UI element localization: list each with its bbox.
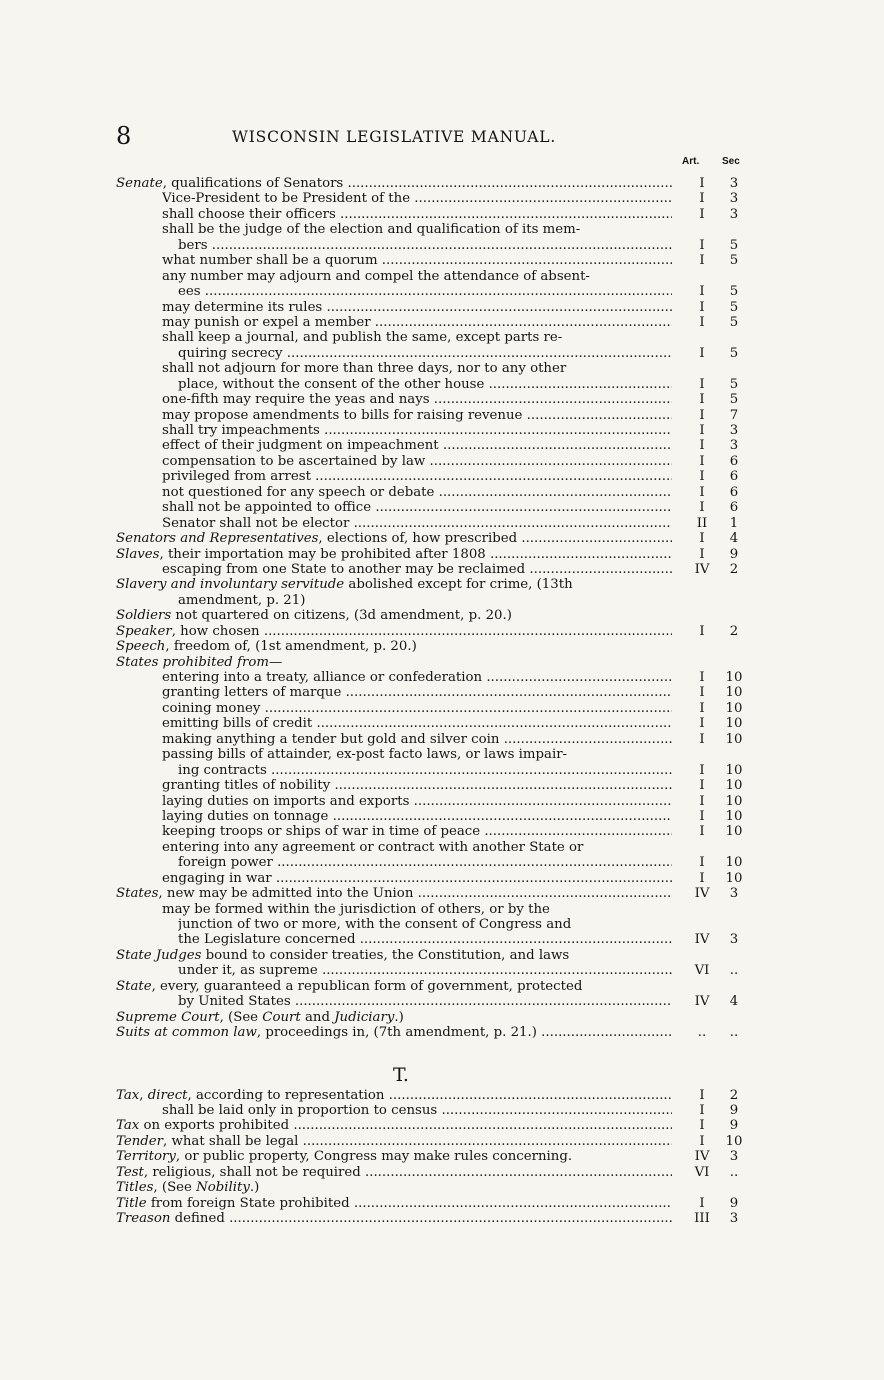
index-entry <box>116 1165 756 1180</box>
index-entry <box>116 284 756 299</box>
article-ref: I <box>699 623 705 639</box>
entry-text: Territory, or public property, Congress may make rules concerning. <box>116 1149 573 1165</box>
index-entry <box>116 238 756 253</box>
article-ref: VI <box>694 963 710 979</box>
index-entry <box>116 438 756 453</box>
article-ref: I <box>699 1195 705 1211</box>
article-ref: I <box>699 423 705 438</box>
article-ref: II <box>696 515 708 531</box>
index-entry <box>116 330 756 345</box>
entry-text: ing contracts ..... <box>178 763 672 778</box>
entry-text: granting letters of marque ..... <box>162 685 672 700</box>
article-ref: I <box>699 716 705 732</box>
entry-text: Vice-President to be President of the ..... <box>162 191 672 206</box>
entry-text: shall be laid only in proportion to census ..... <box>162 1103 672 1118</box>
article-ref: I <box>699 824 705 840</box>
entry-text: Suits at common law, proceedings in, (7th amendment, p. 21.) ..... <box>116 1025 672 1040</box>
index-entry <box>116 655 756 670</box>
article-ref: I <box>699 546 705 562</box>
section-ref: 9 <box>729 1118 739 1134</box>
index-entry <box>116 392 756 407</box>
section-ref: 10 <box>725 808 743 824</box>
entry-text: not questioned for any speech or debate ..... <box>162 485 672 500</box>
article-ref: I <box>699 453 705 469</box>
index-entry <box>116 732 756 747</box>
entry-text: Speech, freedom of, (1st amendment, p. 20.) <box>116 639 417 655</box>
index-entry <box>116 794 756 809</box>
section-ref: 3 <box>729 191 739 207</box>
entry-text: laying duties on imports and exports ..... <box>162 794 672 809</box>
entry-text: States prohibited from— <box>116 654 283 670</box>
entry-text: under it, as supreme ..... <box>178 963 672 978</box>
entry-text: States, new may be admitted into the Union ..... <box>116 886 672 901</box>
index-entry <box>116 855 756 870</box>
entry-text: Soldiers not quartered on citizens, (3d amendment, p. 20.) <box>116 608 512 624</box>
article-ref: I <box>699 1087 705 1103</box>
index-entry <box>116 1134 756 1149</box>
section-column-header: Sec <box>722 156 740 167</box>
section-ref: 10 <box>725 670 743 685</box>
section-ref: 10 <box>725 762 743 778</box>
article-ref: I <box>699 870 705 886</box>
entry-text: passing bills of attainder, ex-post facto laws, or laws impair- <box>162 747 568 763</box>
article-ref: I <box>699 191 705 207</box>
section-ref: 3 <box>729 423 739 438</box>
section-ref: 6 <box>729 469 739 485</box>
article-ref: I <box>699 176 705 191</box>
index-entry <box>116 562 756 577</box>
section-ref: 5 <box>729 284 739 300</box>
index-entry <box>116 191 756 206</box>
index-entry <box>116 670 756 685</box>
index-entry <box>116 809 756 824</box>
article-ref: .. <box>697 1025 707 1041</box>
entry-text: amendment, p. 21) <box>178 592 306 608</box>
article-ref: I <box>699 670 705 685</box>
section-ref: 5 <box>729 345 739 361</box>
section-ref: 5 <box>729 376 739 392</box>
index-entry <box>116 1180 756 1195</box>
index-entry <box>116 1211 756 1226</box>
index-entry <box>116 932 756 947</box>
index-entry <box>116 377 756 392</box>
entry-text: Senators and Representatives, elections of, how prescribed ..... <box>116 531 672 546</box>
index-entry <box>116 948 756 963</box>
index-entries <box>116 176 756 1226</box>
index-entry <box>116 840 756 855</box>
article-ref: I <box>699 392 705 408</box>
index-entry <box>116 1010 756 1025</box>
entry-text: escaping from one State to another may be reclaimed ..... <box>162 562 672 577</box>
section-ref: 10 <box>725 700 743 716</box>
section-ref: 10 <box>725 716 743 732</box>
article-ref: I <box>699 500 705 516</box>
entry-text: Treason defined ..... <box>116 1211 672 1226</box>
index-entry <box>116 485 756 500</box>
section-ref: 4 <box>729 994 739 1010</box>
entry-text: Slavery and involuntary servitude abolished except for crime, (13th <box>116 577 573 593</box>
index-entry <box>116 1088 756 1103</box>
index-entry <box>116 500 756 515</box>
article-ref: I <box>699 206 705 222</box>
entry-text: Senator shall not be elector ..... <box>162 516 672 531</box>
article-ref: I <box>699 1133 705 1149</box>
article-ref: I <box>699 284 705 300</box>
entry-text: quiring secrecy ..... <box>178 346 672 361</box>
section-ref: 3 <box>729 932 739 948</box>
index-entry <box>116 963 756 978</box>
article-ref: IV <box>694 886 710 902</box>
entry-text: Tax, direct, according to representation ..... <box>116 1088 672 1103</box>
index-entry <box>116 1118 756 1133</box>
entry-text: shall keep a journal, and publish the same, except parts re- <box>162 330 563 346</box>
entry-text: bers ..... <box>178 238 672 253</box>
entry-text: shall not adjourn for more than three days, nor to any other <box>162 361 567 377</box>
entry-text: Supreme Court, (See Court and Judiciary.) <box>116 1009 404 1025</box>
article-ref: I <box>699 685 705 701</box>
entry-text: shall be the judge of the election and qualification of its mem- <box>162 222 581 238</box>
entry-text: State Judges bound to consider treaties, the Constitution, and laws <box>116 947 570 963</box>
section-ref: 6 <box>729 453 739 469</box>
entry-text: coining money ..... <box>162 701 672 716</box>
section-ref: 10 <box>725 855 743 871</box>
entry-text: Tender, what shall be legal ..... <box>116 1134 672 1149</box>
entry-text: laying duties on tonnage ..... <box>162 809 672 824</box>
index-entry <box>116 1196 756 1211</box>
index-entry <box>116 454 756 469</box>
entry-text: the Legislature concerned ..... <box>178 932 672 947</box>
entry-text: shall not be appointed to office ..... <box>162 500 672 515</box>
index-entry <box>116 408 756 423</box>
index-entry <box>116 685 756 700</box>
article-ref: I <box>699 700 705 716</box>
entry-text: one-fifth may require the yeas and nays ..... <box>162 392 672 407</box>
entry-text: junction of two or more, with the consent of Congress and <box>178 917 572 932</box>
index-entry <box>116 300 756 315</box>
entry-text: by United States ..... <box>178 994 672 1009</box>
article-ref: III <box>694 1211 710 1226</box>
section-ref: 10 <box>725 731 743 747</box>
index-entry <box>116 423 756 438</box>
article-ref: I <box>699 345 705 361</box>
entry-text: shall try impeachments ..... <box>162 423 672 438</box>
index-entry <box>116 824 756 839</box>
entry-text: keeping troops or ships of war in time of peace ..... <box>162 824 672 839</box>
index-entry <box>116 361 756 376</box>
section-ref: 7 <box>729 407 739 423</box>
index-entry <box>116 747 756 762</box>
section-ref: 5 <box>729 253 739 269</box>
index-entry <box>116 639 756 654</box>
section-ref: 10 <box>725 793 743 809</box>
section-ref: 1 <box>729 515 739 531</box>
running-header <box>116 122 676 148</box>
entry-text: granting titles of nobility ..... <box>162 778 672 793</box>
entry-text: entering into a treaty, alliance or confederation ..... <box>162 670 672 685</box>
index-entry <box>116 315 756 330</box>
article-ref: I <box>699 314 705 330</box>
index-entry <box>116 531 756 546</box>
index-entry <box>116 253 756 268</box>
section-ref: 6 <box>729 484 739 500</box>
index-entry <box>116 871 756 886</box>
article-ref: I <box>699 253 705 269</box>
section-ref: 3 <box>729 438 739 454</box>
entry-text: State, every, guaranteed a republican form of government, protected <box>116 978 583 994</box>
section-ref: 10 <box>725 870 743 886</box>
article-column-header: Art. <box>682 156 700 167</box>
section-ref: 9 <box>729 1102 739 1118</box>
index-entry <box>116 1103 756 1118</box>
article-ref: I <box>699 793 705 809</box>
index-entry <box>116 902 756 917</box>
article-ref: I <box>699 1118 705 1134</box>
index-entry <box>116 994 756 1009</box>
entry-text: effect of their judgment on impeachment ..... <box>162 438 672 453</box>
index-entry <box>116 917 756 932</box>
section-ref: 10 <box>725 778 743 794</box>
article-ref: VI <box>694 1164 710 1180</box>
section-ref: 2 <box>729 623 739 639</box>
entry-text: may be formed within the jurisdiction of others, or by the <box>162 901 550 917</box>
entry-text: privileged from arrest ..... <box>162 469 672 484</box>
section-ref: .. <box>729 1164 739 1180</box>
article-ref: IV <box>694 932 710 948</box>
entry-text: Slaves, their importation may be prohibited after 1808 ..... <box>116 547 672 562</box>
section-ref: 3 <box>729 1211 739 1226</box>
entry-text: what number shall be a quorum ..... <box>162 253 672 268</box>
section-ref: 5 <box>729 299 739 315</box>
index-entry <box>116 979 756 994</box>
article-ref: IV <box>694 994 710 1010</box>
entry-text: may determine its rules ..... <box>162 300 672 315</box>
section-ref: 5 <box>729 237 739 253</box>
entry-text: may propose amendments to bills for raising revenue ..... <box>162 408 672 423</box>
index-entry <box>116 716 756 731</box>
article-ref: I <box>699 762 705 778</box>
section-ref: 2 <box>729 561 739 577</box>
index-entry <box>116 346 756 361</box>
index-entry <box>116 778 756 793</box>
entry-text: any number may adjourn and compel the attendance of absent- <box>162 268 590 284</box>
entry-text: Titles, (See Nobility.) <box>116 1180 260 1196</box>
article-ref: I <box>699 1102 705 1118</box>
entry-text: ees ..... <box>178 284 672 299</box>
index-entry <box>116 701 756 716</box>
article-ref: I <box>699 469 705 485</box>
section-ref: 10 <box>725 1133 743 1149</box>
article-ref: I <box>699 855 705 871</box>
article-ref: I <box>699 407 705 423</box>
index-entry <box>116 222 756 237</box>
index-entry <box>116 1025 756 1040</box>
article-ref: I <box>699 531 705 547</box>
entry-text: Tax on exports prohibited ..... <box>116 1118 672 1133</box>
entry-text: shall choose their officers ..... <box>162 207 672 222</box>
section-ref: 9 <box>729 546 739 562</box>
index-entry <box>116 207 756 222</box>
entry-text: foreign power ..... <box>178 855 672 870</box>
section-ref: .. <box>729 963 739 979</box>
index-entry <box>116 577 756 592</box>
entry-text: engaging in war ..... <box>162 871 672 886</box>
index-entry <box>116 547 756 562</box>
entry-text: Speaker, how chosen ..... <box>116 624 672 639</box>
article-ref: IV <box>694 1149 710 1165</box>
section-ref: 3 <box>729 206 739 222</box>
section-ref: 3 <box>729 1149 739 1165</box>
entry-text: emitting bills of credit ..... <box>162 716 672 731</box>
section-ref: 3 <box>729 176 739 191</box>
entry-text: may punish or expel a member ..... <box>162 315 672 330</box>
section-ref: 10 <box>725 824 743 840</box>
article-ref: I <box>699 808 705 824</box>
entry-text: Title from foreign State prohibited ..... <box>116 1196 672 1211</box>
page-number: 8 <box>116 122 132 150</box>
entry-text: making anything a tender but gold and silver coin ..... <box>162 732 672 747</box>
entry-text: Senate, qualifications of Senators ..... <box>116 176 672 191</box>
section-ref: 2 <box>729 1087 739 1103</box>
section-ref: 4 <box>729 531 739 547</box>
article-ref: I <box>699 376 705 392</box>
article-ref: I <box>699 778 705 794</box>
section-ref: 3 <box>729 886 739 902</box>
index-entry <box>116 516 756 531</box>
article-ref: I <box>699 438 705 454</box>
article-ref: I <box>699 484 705 500</box>
index-entry <box>116 624 756 639</box>
index-entry <box>116 763 756 778</box>
section-letter: T. <box>393 1063 409 1086</box>
article-ref: I <box>699 299 705 315</box>
section-ref: 10 <box>725 685 743 701</box>
entry-text: entering into any agreement or contract with another State or <box>162 839 584 855</box>
entry-text: Test, religious, shall not be required ..... <box>116 1165 672 1180</box>
index-entry <box>116 593 756 608</box>
section-ref: .. <box>729 1025 739 1041</box>
index-entry <box>116 1149 756 1164</box>
index-entry <box>116 886 756 901</box>
article-ref: I <box>699 731 705 747</box>
section-ref: 5 <box>729 314 739 330</box>
index-entry <box>116 469 756 484</box>
section-ref: 6 <box>729 500 739 516</box>
entry-text: compensation to be ascertained by law ..... <box>162 454 672 469</box>
section-ref: 5 <box>729 392 739 408</box>
article-ref: IV <box>694 561 710 577</box>
index-entry <box>116 608 756 623</box>
entry-text: place, without the consent of the other house ..... <box>178 377 672 392</box>
running-title: WISCONSIN LEGISLATIVE MANUAL. <box>232 128 557 146</box>
section-ref: 9 <box>729 1195 739 1211</box>
index-entry <box>116 176 756 191</box>
index-entry <box>116 269 756 284</box>
article-ref: I <box>699 237 705 253</box>
